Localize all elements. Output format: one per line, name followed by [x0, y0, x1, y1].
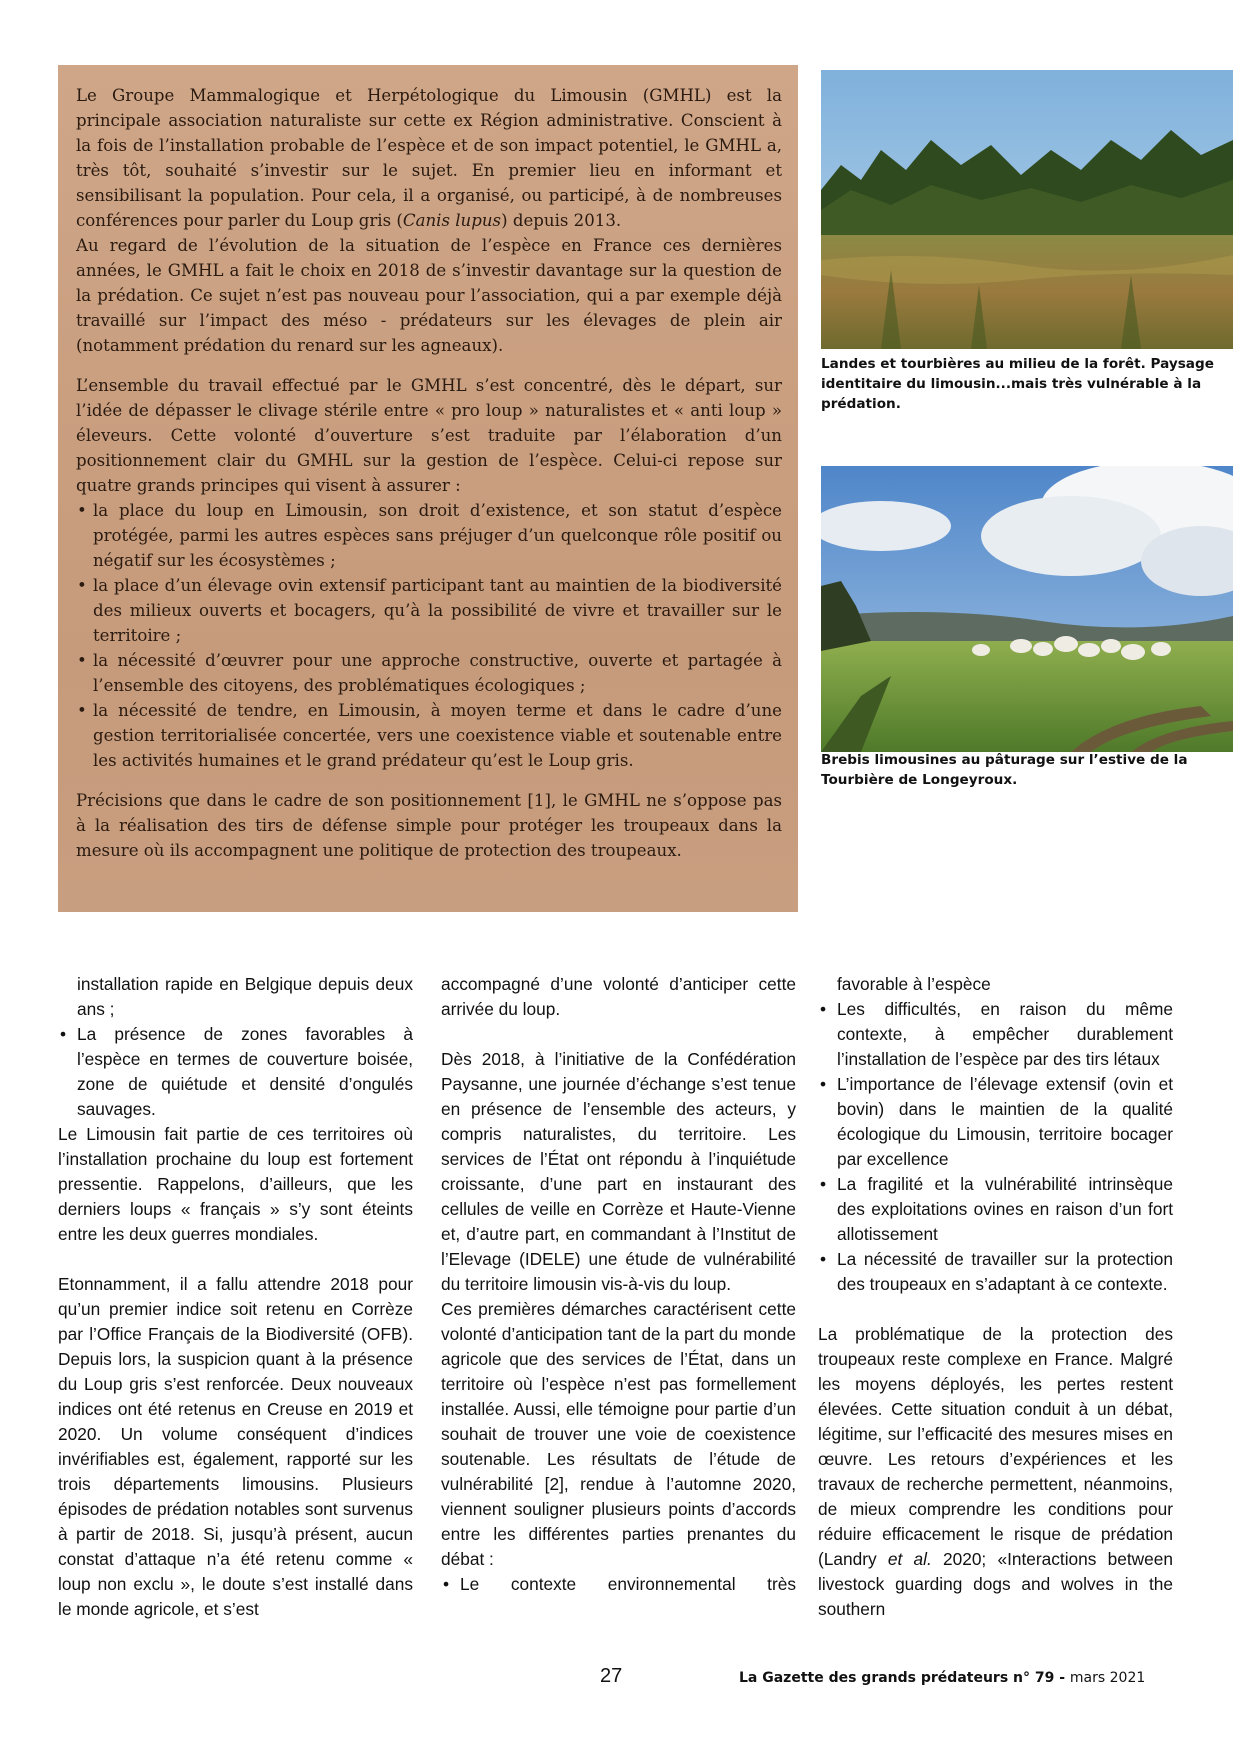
sheep-caption: Brebis limousines au pâturage sur l’estive de la Tourbière de Longeyroux. [821, 752, 1188, 788]
paragraph: Ces premières démarches caractérisent cette volonté d’anticipation tant de la part du monde agricole que des services de l’État, dans un territoire où l’espèce n’est pas formellement installée. Aussi, elle témoigne pour partie d’un souhait de trouver une voie de coexistence soutenable. Les résultats de l’étude de vulnérabilité [2], rendue à l’automne 2020, viennent souligner plusieurs points d’accords entre les différentes parties prenantes du débat : [441, 1299, 796, 1569]
issue-number: n° 79 - [1008, 1670, 1070, 1686]
list-item: • la nécessité de tendre, en Limousin, à moyen terme et dans le cadre d’une gestion territorialisée concertée, vers une coexistence viable et soutenable entre les activités humaines et le grand prédateur qu’est le Loup gris. [76, 698, 782, 773]
page-number: 27 [600, 1665, 623, 1687]
paragraph: La problématique de la protection des troupeaux reste complexe en France. Malgré les moyens déployés, les pertes restent élevées. Cette situation conduit à un débat, légitime, sur l’efficacité des mesures mises en œuvre. Les retours d’expériences et les travaux de recherche permettent, néanmoins, de mieux comprendre les conditions pour réduire efficacement le risque de prédation (Landry et al. 2020; «Interactions between livestock guarding dogs and wolves in the southern [818, 1324, 1173, 1619]
text-column-2 [441, 972, 796, 1597]
list-item: • La présence de zones favorables à l’espèce en termes de couverture boisée, zone de quiétude et densité d’ongulés sauvages. [58, 1022, 413, 1122]
agreement-list-continued [818, 997, 1173, 1297]
list-item: • La nécessité de travailler sur la protection des troupeaux en s’adaptant à ce contexte. [818, 1247, 1173, 1297]
continuation-text: favorable à l’espèce [837, 974, 991, 994]
paragraph: Le Limousin fait partie de ces territoires où l’installation prochaine du loup est fortement pressentie. Rappelons, d’ailleurs, que les derniers loups « français » s’y sont éteints entre les deux guerres mondiales. [58, 1124, 413, 1244]
box-paragraph-2: Au regard de l’évolution de la situation de l’espèce en France ces dernières années, le GMHL a fait le choix en 2018 de s’investir davantage sur la question de la prédation. Ce sujet n’est pas nouveau pour l’association, qui a par exemple déjà travaillé sur l’impact des méso - prédateurs sur les élevages de plein air (notamment prédation du renard sur les agneaux). [76, 236, 782, 355]
continuation-text: installation rapide en Belgique depuis deux ans ; [77, 974, 413, 1019]
landscape-photo [821, 70, 1233, 349]
text-column-3 [818, 972, 1173, 1622]
landscape-caption: Landes et tourbières au milieu de la forêt. Paysage identitaire du limousin...mais très vulnérable à la prédation. [821, 356, 1214, 412]
list-item: • la place d’un élevage ovin extensif participant tant au maintien de la biodiversité des milieux ouverts et bocagers, qu’à la possibilité de vivre et travailler sur le territoire ; [76, 573, 782, 648]
list-item: • La fragilité et la vulnérabilité intrinsèque des exploitations ovines en raison d’un fort allotissement [818, 1172, 1173, 1247]
paragraph: Dès 2018, à l’initiative de la Confédération Paysanne, une journée d’échange s’est tenue en présence de l’ensemble des acteurs, y compris naturalistes, du territoire. Les services de l’État ont répondu à l’inquiétude croissante, d’une part en instaurant des cellules de veille en Corrèze et Haute-Vienne et, d’autre part, en commandant à l’Institut de l’Elevage (IDELE) une étude de vulnérabilité du territoire limousin vis-à-vis du loup. [441, 1049, 796, 1294]
agreement-list [441, 1572, 796, 1597]
list-item: • Les difficultés, en raison du même contexte, à empêcher durablement l’installation de l’espèce par des tirs létaux [818, 997, 1173, 1072]
list-item: • la place du loup en Limousin, son droit d’existence, et son statut d’espèce protégée, parmi les autres espèces sans préjuger d’un quelconque rôle positif ou négatif sur les écosystèmes ; [76, 498, 782, 573]
issue-date: mars 2021 [1069, 1670, 1146, 1686]
journal-footer [739, 1670, 1145, 1686]
paragraph: accompagné d’une volonté d’anticiper cette arrivée du loup. [441, 974, 796, 1019]
text-column-1 [58, 972, 413, 1622]
box-paragraph-3: L’ensemble du travail effectué par le GMHL s’est concentré, dès le départ, sur l’idée de dépasser le clivage stérile entre « pro loup » naturalistes et « anti loup » éleveurs. Cette volonté d’ouverture s’est traduite par l’élaboration d’un positionnement clair du GMHL sur la gestion de l’espèce. Celui-ci repose sur quatre grands principes qui visent à assurer : [76, 376, 782, 495]
journal-name: La Gazette des grands prédateurs [739, 1670, 1009, 1686]
list-item: • L’importance de l’élevage extensif (ovin et bovin) dans le maintien de la qualité écologique du Limousin, territoire bocager par excellence [818, 1072, 1173, 1172]
list-item: • Le contexte environnemental très [441, 1572, 796, 1597]
box-paragraph-1: Le Groupe Mammalogique et Herpétologique du Limousin (GMHL) est la principale association naturaliste sur cette ex Région administrative. Conscient à la fois de l’installation probable de l’espèce et de son impact potentiel, le GMHL a, très tôt, souhaité s’investir sur le sujet. En premier lieu en informant et sensibilisant la population. Pour cela, il a organisé, ou participé, à de nombreuses conférences pour parler du Loup gris (Canis lupus) depuis 2013. [76, 86, 782, 230]
box-paragraph-4: Précisions que dans le cadre de son positionnement [1], le GMHL ne s’oppose pas à la réalisation des tirs de défense simple pour protéger les troupeaux dans la mesure où ils accompagnent une politique de protection des troupeaux. [76, 791, 782, 860]
citation-etal: et al. [887, 1549, 932, 1569]
sheep-photo [821, 466, 1233, 752]
criteria-list [58, 1022, 413, 1122]
species-name: Canis lupus [402, 211, 502, 230]
paragraph: Etonnamment, il a fallu attendre 2018 pour qu’un premier indice soit retenu en Corrèze par l’Office Français de la Biodiversité (OFB). Depuis lors, la suspicion quant à la présence du Loup gris s’est renforcée. Deux nouveaux indices ont été retenus en Creuse en 2019 et 2020. Un volume conséquent d’indices invérifiables est, également, rapporté sur les trois départements limousins. Plusieurs épisodes de prédation notables sont survenus à partir de 2018. Si, jusqu’à présent, aucun constat d’attaque n’a été retenu comme « loup non exclu », le doute s’est installé dans le monde agricole, et s’est [58, 1274, 413, 1619]
list-item: • la nécessité d’œuvrer pour une approche constructive, ouverte et partagée à l’ensemble des citoyens, des problématiques écologiques ; [76, 648, 782, 698]
principles-list [76, 498, 782, 773]
highlight-box [58, 65, 798, 912]
